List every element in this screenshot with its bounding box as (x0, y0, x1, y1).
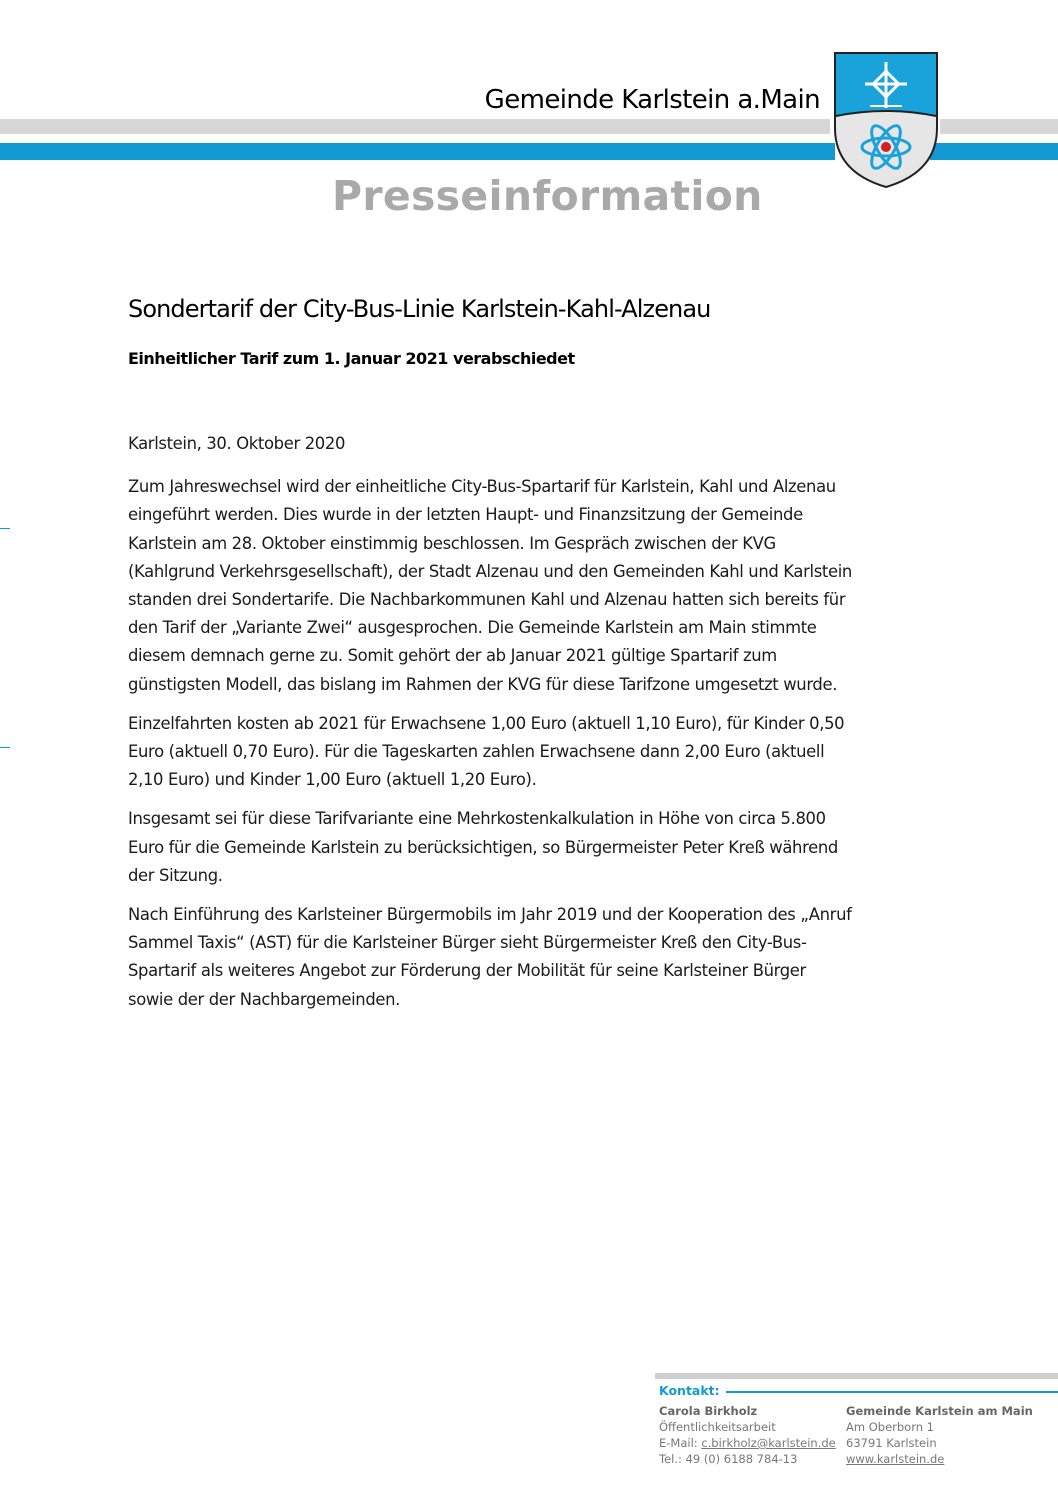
header-gray-bar-right (940, 119, 1058, 134)
contact-heading-rule (726, 1391, 1058, 1393)
article-paragraph: Zum Jahreswechsel wird der einheitliche City-Bus-Spartarif für Karlstein, Kahl und Alzenau eingeführt werden. Dies wurde in der letzten Haupt- und Finanzsitzung der Gemeinde Karlstein am 28. Oktober einstimmig beschlossen. Im Gespräch zwischen der KVG (Kahlgrund Verkehrsgesellschaft), der Stadt Alzenau und den Gemeinden Kahl und Karlstein standen drei Sondertarife. Die Nachbarkommunen Kahl und Alzenau hatten sich bereits für den Tarif der „Variante Zwei“ ausgesprochen. Die Gemeinde Karlstein am Main stimmte diesem demnach gerne zu. Somit gehört der ab Januar 2021 gültige Spartarif zum günstigsten Modell, das bislang im Rahmen der KVG für diese Tarifzone umgesetzt wurde. (128, 477, 852, 694)
article-paragraph: Insgesamt sei für diese Tarifvariante eine Mehrkostenkalkulation in Höhe von circa 5.800 Euro für die Gemeinde Karlstein zu berücksichtigen, so Bürgermeister Peter Kreß während der Sitzung. (128, 809, 838, 885)
contact-top-rule (655, 1373, 1058, 1379)
contact-website-link[interactable]: www.karlstein.de (846, 1452, 945, 1466)
contact-heading: Kontakt: (659, 1383, 720, 1398)
coat-of-arms-icon (832, 50, 940, 190)
header-blue-bar-right (930, 143, 1058, 160)
fold-mark (0, 528, 10, 529)
contact-person-name: Carola Birkholz (659, 1404, 758, 1418)
press-info-title: Presseinformation (332, 172, 763, 220)
contact-person-role: Öffentlichkeitsarbeit (659, 1420, 776, 1434)
contact-office-street: Am Oberborn 1 (846, 1420, 935, 1434)
organization-name: Gemeinde Karlstein a.Main (484, 85, 820, 115)
article-subheadline: Einheitlicher Tarif zum 1. Januar 2021 verabschiedet (128, 349, 575, 368)
fold-mark (0, 747, 10, 748)
contact-email-row: E-Mail: c.birkholz@karlstein.de (659, 1436, 836, 1450)
contact-email-link[interactable]: c.birkholz@karlstein.de (701, 1436, 836, 1450)
contact-office-city: 63791 Karlstein (846, 1436, 937, 1450)
article-paragraph: Nach Einführung des Karlsteiner Bürgermobils im Jahr 2019 und der Kooperation des „Anruf Sammel Taxis“ (AST) für die Karlsteiner Bürger sieht Bürgermeister Kreß den City-Bus- Spartarif als weiteres Angebot zur Förderung der Mobilität für seine Karlsteiner Bürger sowie der der Nachbargemeinden. (128, 905, 852, 1009)
header-gray-bar (0, 119, 830, 134)
article-paragraph: Einzelfahrten kosten ab 2021 für Erwachsene 1,00 Euro (aktuell 1,10 Euro), für Kinder 0,50 Euro (aktuell 0,70 Euro). Für die Tageskarten zahlen Erwachsene dann 2,00 Euro (aktuell 2,10 Euro) und Kinder 1,00 Euro (aktuell 1,20 Euro). (128, 713, 845, 790)
contact-office (846, 1403, 1033, 1467)
header-blue-bar (0, 143, 835, 160)
contact-office-name: Gemeinde Karlstein am Main (846, 1404, 1033, 1418)
contact-person (659, 1403, 836, 1467)
article-body (128, 430, 928, 1025)
article-headline: Sondertarif der City-Bus-Linie Karlstein-Kahl-Alzenau (128, 295, 711, 323)
article-dateline: Karlstein, 30. Oktober 2020 (128, 434, 346, 453)
contact-phone: Tel.: 49 (0) 6188 784-13 (659, 1452, 798, 1466)
